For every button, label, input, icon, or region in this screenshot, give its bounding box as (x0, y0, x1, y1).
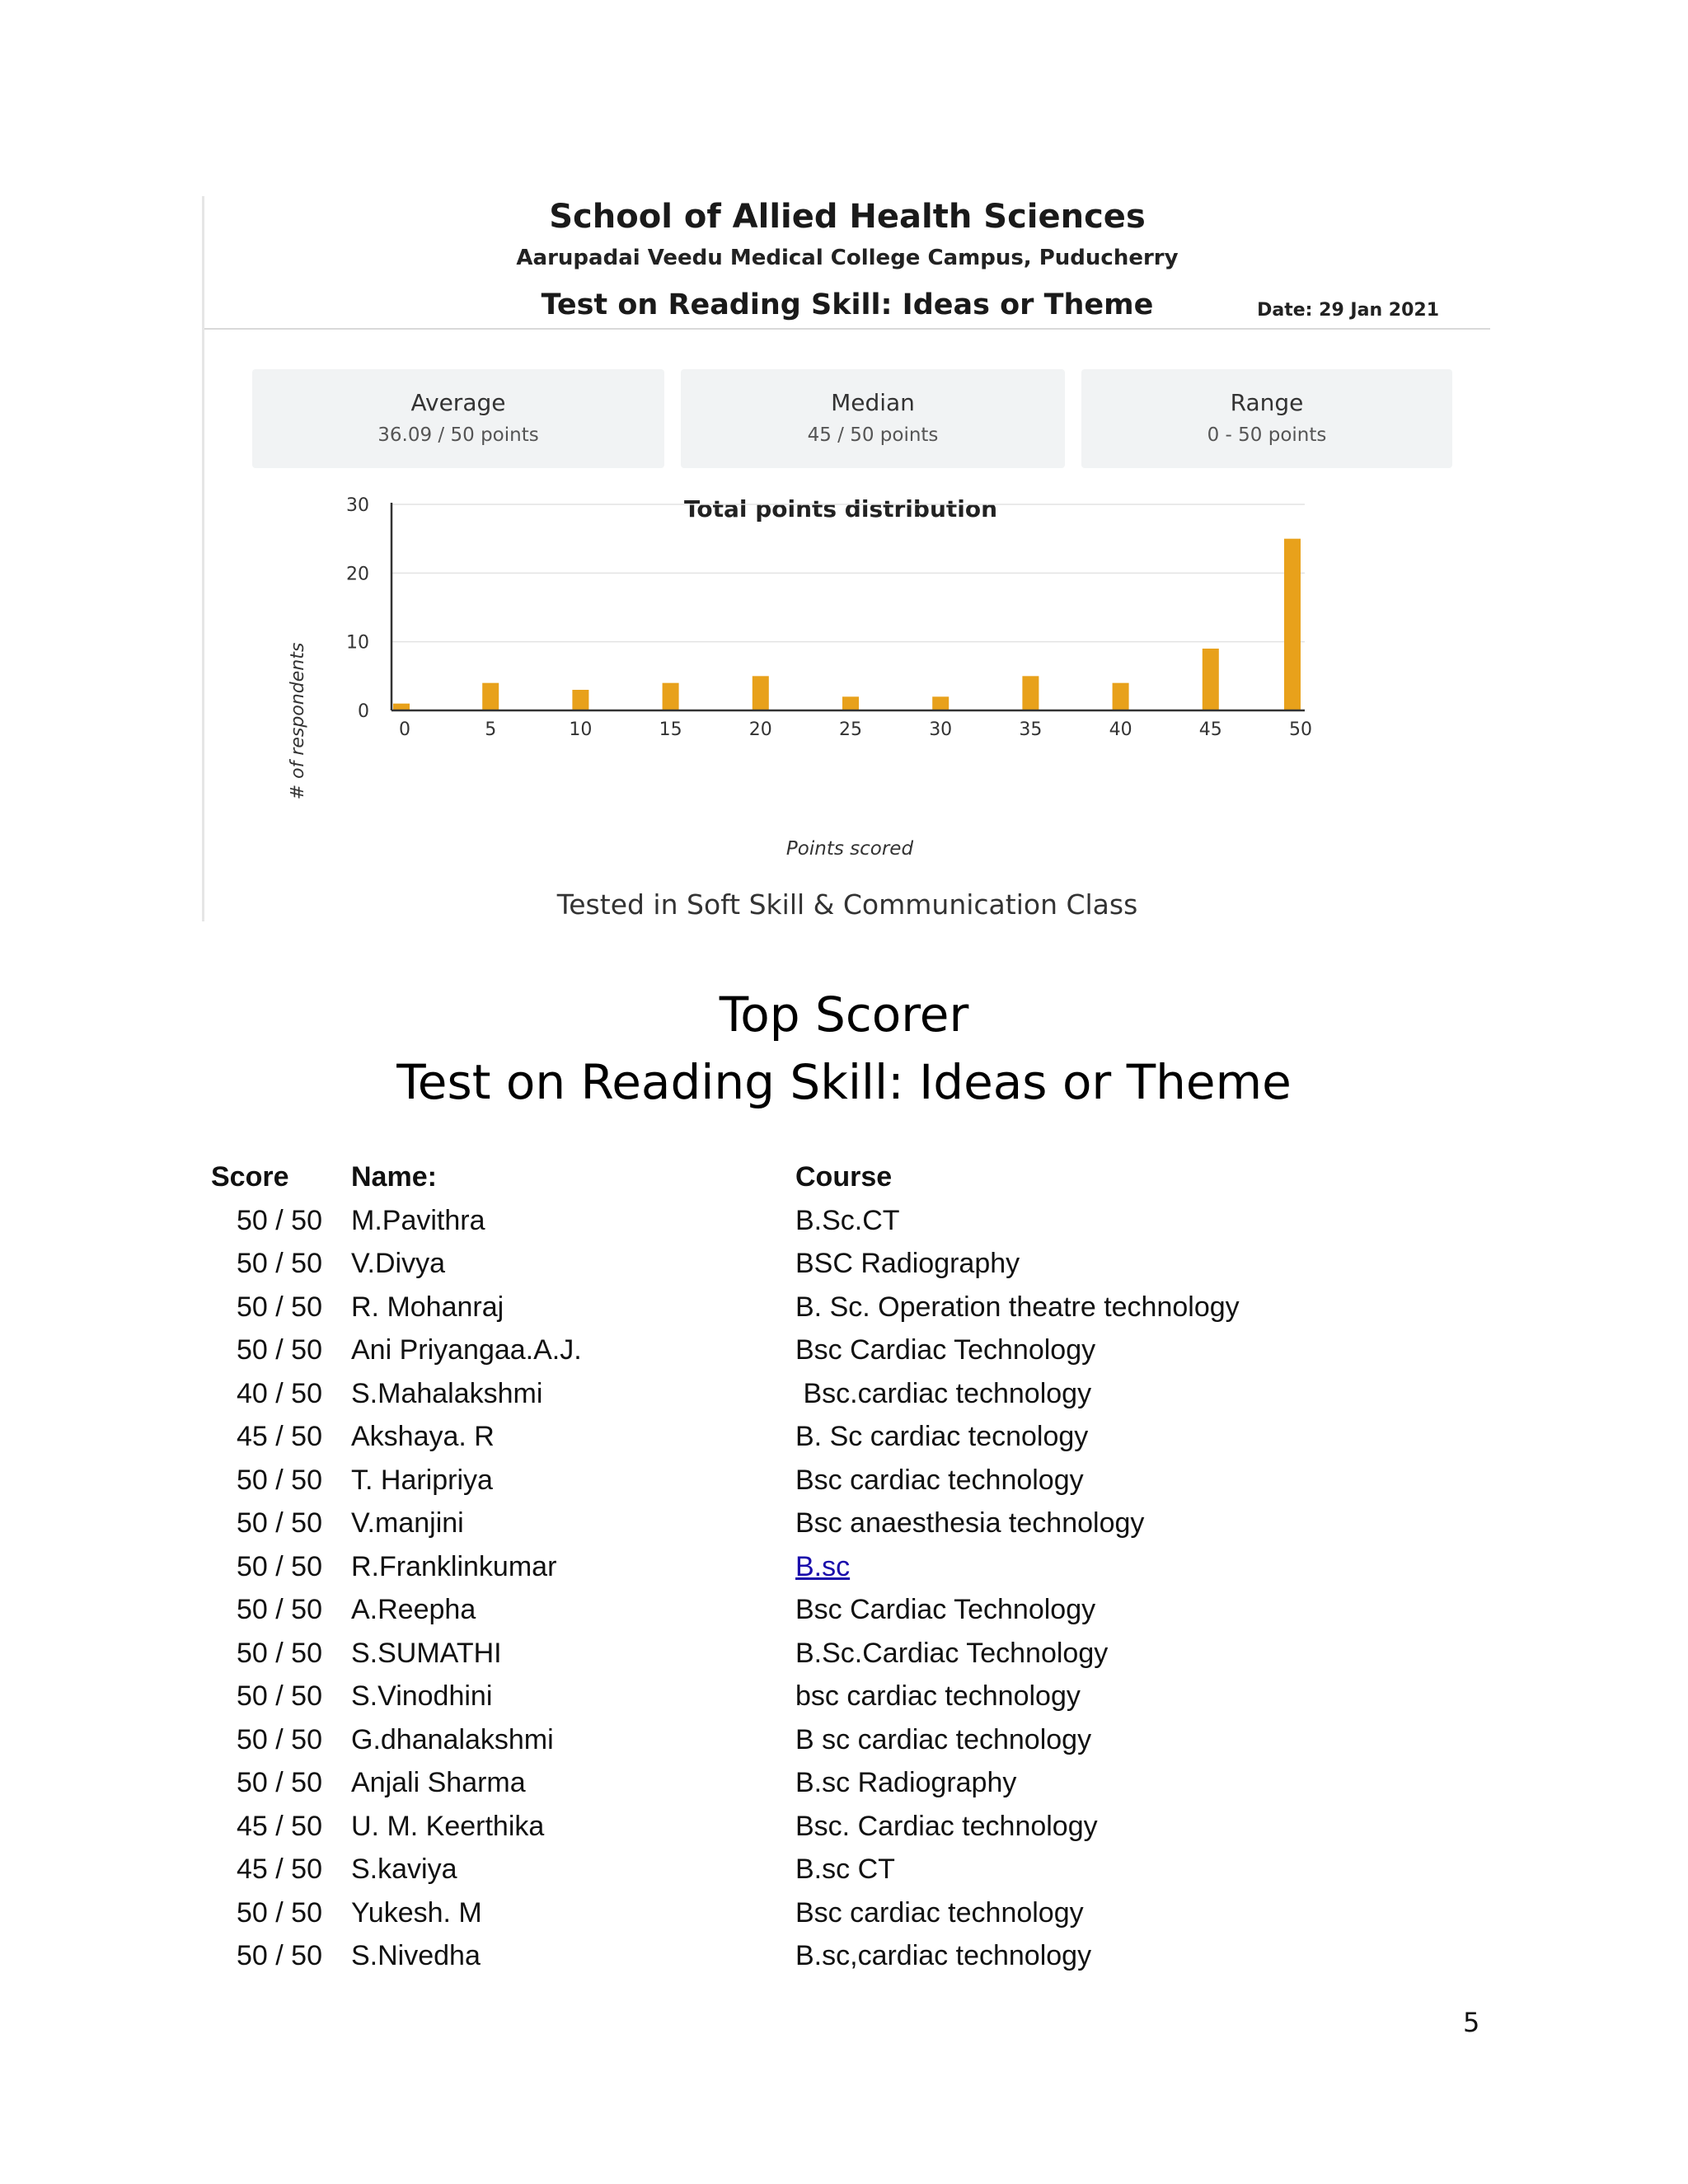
table-row (0, 1848, 1688, 1891)
name-cell: Ani Priyangaa.A.J. (351, 1334, 582, 1366)
course-cell: B sc cardiac technology (795, 1723, 1092, 1755)
bar-10 (572, 690, 588, 710)
name-cell: V.manjini (351, 1507, 464, 1539)
table-row (0, 1891, 1688, 1935)
bar-35 (1022, 676, 1039, 710)
score-cell: 40 / 50 (237, 1377, 322, 1409)
course-cell: bsc cardiac technology (795, 1680, 1081, 1712)
score-cell: 50 / 50 (237, 1940, 322, 1971)
x-tick-label: 5 (485, 719, 497, 740)
name-cell: A.Reepha (351, 1594, 476, 1625)
course-link[interactable]: B.sc (795, 1550, 851, 1582)
course-cell: Bsc anaesthesia technology (795, 1507, 1145, 1539)
stat-range (1081, 369, 1452, 468)
table-row (0, 1329, 1688, 1372)
score-cell: 50 / 50 (237, 1680, 322, 1712)
y-tick-label: 20 (346, 564, 369, 585)
table-row (0, 1502, 1688, 1545)
x-tick-label: 35 (1019, 719, 1043, 740)
chart-y-ticks (346, 495, 369, 722)
table-row (0, 1718, 1688, 1762)
name-cell: M.Pavithra (351, 1204, 485, 1236)
score-cell: 50 / 50 (237, 1248, 322, 1279)
table-row (0, 1545, 1688, 1589)
score-cell: 50 / 50 (237, 1334, 322, 1366)
score-cell: 50 / 50 (237, 1464, 322, 1496)
score-cell: 50 / 50 (237, 1507, 322, 1539)
name-cell: S.kaviya (351, 1854, 457, 1885)
bar-45 (1203, 649, 1219, 710)
header-name: Name: (351, 1161, 437, 1193)
course-cell: Bsc Cardiac Technology (795, 1334, 1096, 1366)
course-cell: BSC Radiography (795, 1248, 1020, 1279)
chart-x-ticks (399, 719, 1312, 740)
name-cell: S.Mahalakshmi (351, 1377, 543, 1409)
table-row (0, 1805, 1688, 1849)
course-cell: B.sc CT (795, 1854, 895, 1885)
table-row (0, 1632, 1688, 1675)
stat-value: 45 / 50 points (807, 424, 939, 446)
name-cell: Yukesh. M (351, 1896, 482, 1929)
bar-30 (932, 696, 949, 710)
top-scorer-heading (0, 981, 1688, 1116)
score-cell: 45 / 50 (237, 1810, 322, 1842)
bar-40 (1113, 683, 1129, 710)
table-row (0, 1761, 1688, 1805)
course-cell: B. Sc cardiac tecnology (795, 1421, 1089, 1452)
bar-20 (753, 676, 769, 710)
test-title: Test on Reading Skill: Ideas or Theme (541, 288, 1154, 321)
bar-50 (1284, 539, 1301, 710)
bar-15 (663, 683, 679, 710)
table-row (0, 1199, 1688, 1243)
x-tick-label: 25 (839, 719, 862, 740)
table-row (0, 1675, 1688, 1718)
bar-25 (842, 696, 859, 710)
stat-median (681, 369, 1065, 468)
x-tick-label: 15 (659, 719, 682, 740)
name-cell: U. M. Keerthika (351, 1810, 545, 1842)
course-cell: Bsc cardiac technology (795, 1896, 1084, 1929)
table-row (0, 1415, 1688, 1459)
chart-y-axis-label: # of respondents (288, 642, 308, 800)
table-row (0, 1372, 1688, 1416)
school-name: School of Allied Health Sciences (549, 198, 1146, 236)
test-date: Date: 29 Jan 2021 (1257, 300, 1439, 321)
stat-label: Range (1230, 389, 1304, 416)
name-cell: V.Divya (351, 1248, 446, 1279)
chart-x-axis-label: Points scored (785, 838, 914, 860)
table-row (0, 1934, 1688, 1978)
name-cell: R. Mohanraj (351, 1291, 504, 1323)
course-cell: B.Sc.Cardiac Technology (795, 1637, 1109, 1669)
name-cell: S.Vinodhini (351, 1680, 493, 1712)
name-cell: Anjali Sharma (351, 1767, 526, 1798)
x-tick-label: 20 (748, 719, 772, 740)
table-row (0, 1286, 1688, 1329)
chart-title: Total points distribution (683, 495, 998, 523)
course-cell: Bsc. Cardiac technology (795, 1810, 1098, 1842)
stat-value: 0 - 50 points (1207, 424, 1327, 446)
bar-5 (482, 683, 499, 710)
name-cell: S.SUMATHI (351, 1637, 502, 1669)
course-cell: B. Sc. Operation theatre technology (795, 1291, 1240, 1323)
name-cell: S.Nivedha (351, 1940, 481, 1971)
header-score: Score (211, 1161, 289, 1193)
score-cell: 50 / 50 (237, 1896, 322, 1929)
name-cell: Akshaya. R (351, 1421, 495, 1452)
course-cell: Bsc.cardiac technology (795, 1377, 1092, 1409)
table-row (0, 1588, 1688, 1632)
top-scorer-subtitle: Test on Reading Skill: Ideas or Theme (396, 1054, 1292, 1110)
x-tick-label: 0 (399, 719, 410, 740)
y-tick-label: 0 (358, 701, 369, 722)
points-distribution-chart (204, 493, 1490, 880)
stat-average (252, 369, 664, 468)
score-cell: 50 / 50 (237, 1291, 322, 1323)
stat-label: Average (410, 389, 506, 416)
table-header-row (0, 1155, 1688, 1199)
result-card (202, 196, 1490, 921)
score-cell: 50 / 50 (237, 1637, 322, 1669)
page-number: 5 (1463, 2007, 1480, 2038)
card-footer: Tested in Soft Skill & Communication Class (556, 888, 1138, 921)
stat-label: Median (831, 389, 915, 416)
x-tick-label: 40 (1109, 719, 1132, 740)
table-row (0, 1242, 1688, 1286)
score-cell: 45 / 50 (237, 1421, 322, 1452)
x-tick-label: 30 (929, 719, 953, 740)
score-cell: 50 / 50 (237, 1204, 322, 1236)
score-cell: 50 / 50 (237, 1723, 322, 1755)
table-body (0, 1199, 1688, 1978)
card-header (204, 196, 1490, 330)
score-cell: 45 / 50 (237, 1854, 322, 1885)
x-tick-label: 10 (569, 719, 593, 740)
name-cell: G.dhanalakshmi (351, 1723, 554, 1755)
score-cell: 50 / 50 (237, 1550, 322, 1582)
name-cell: T. Haripriya (351, 1464, 493, 1496)
course-cell: Bsc cardiac technology (795, 1464, 1084, 1496)
table-row (0, 1459, 1688, 1502)
score-cell: 50 / 50 (237, 1594, 322, 1625)
stat-value: 36.09 / 50 points (377, 424, 539, 446)
campus-name: Aarupadai Veedu Medical College Campus, Puducherry (516, 246, 1179, 270)
x-tick-label: 45 (1198, 719, 1222, 740)
course-cell: B.sc Radiography (795, 1767, 1017, 1798)
chart-bars (393, 539, 1301, 710)
header-course: Course (795, 1161, 893, 1193)
course-cell: B.Sc.CT (795, 1204, 900, 1236)
course-cell: Bsc Cardiac Technology (795, 1594, 1096, 1625)
course-cell: B.sc,cardiac technology (795, 1940, 1092, 1971)
y-tick-label: 30 (346, 495, 369, 516)
chart-grid (392, 504, 1305, 642)
x-tick-label: 50 (1289, 719, 1312, 740)
top-scorer-table (0, 1155, 1688, 1978)
name-cell: R.Franklinkumar (351, 1550, 557, 1582)
score-cell: 50 / 50 (237, 1767, 322, 1798)
top-scorer-title: Top Scorer (719, 987, 969, 1043)
y-tick-label: 10 (346, 632, 369, 654)
